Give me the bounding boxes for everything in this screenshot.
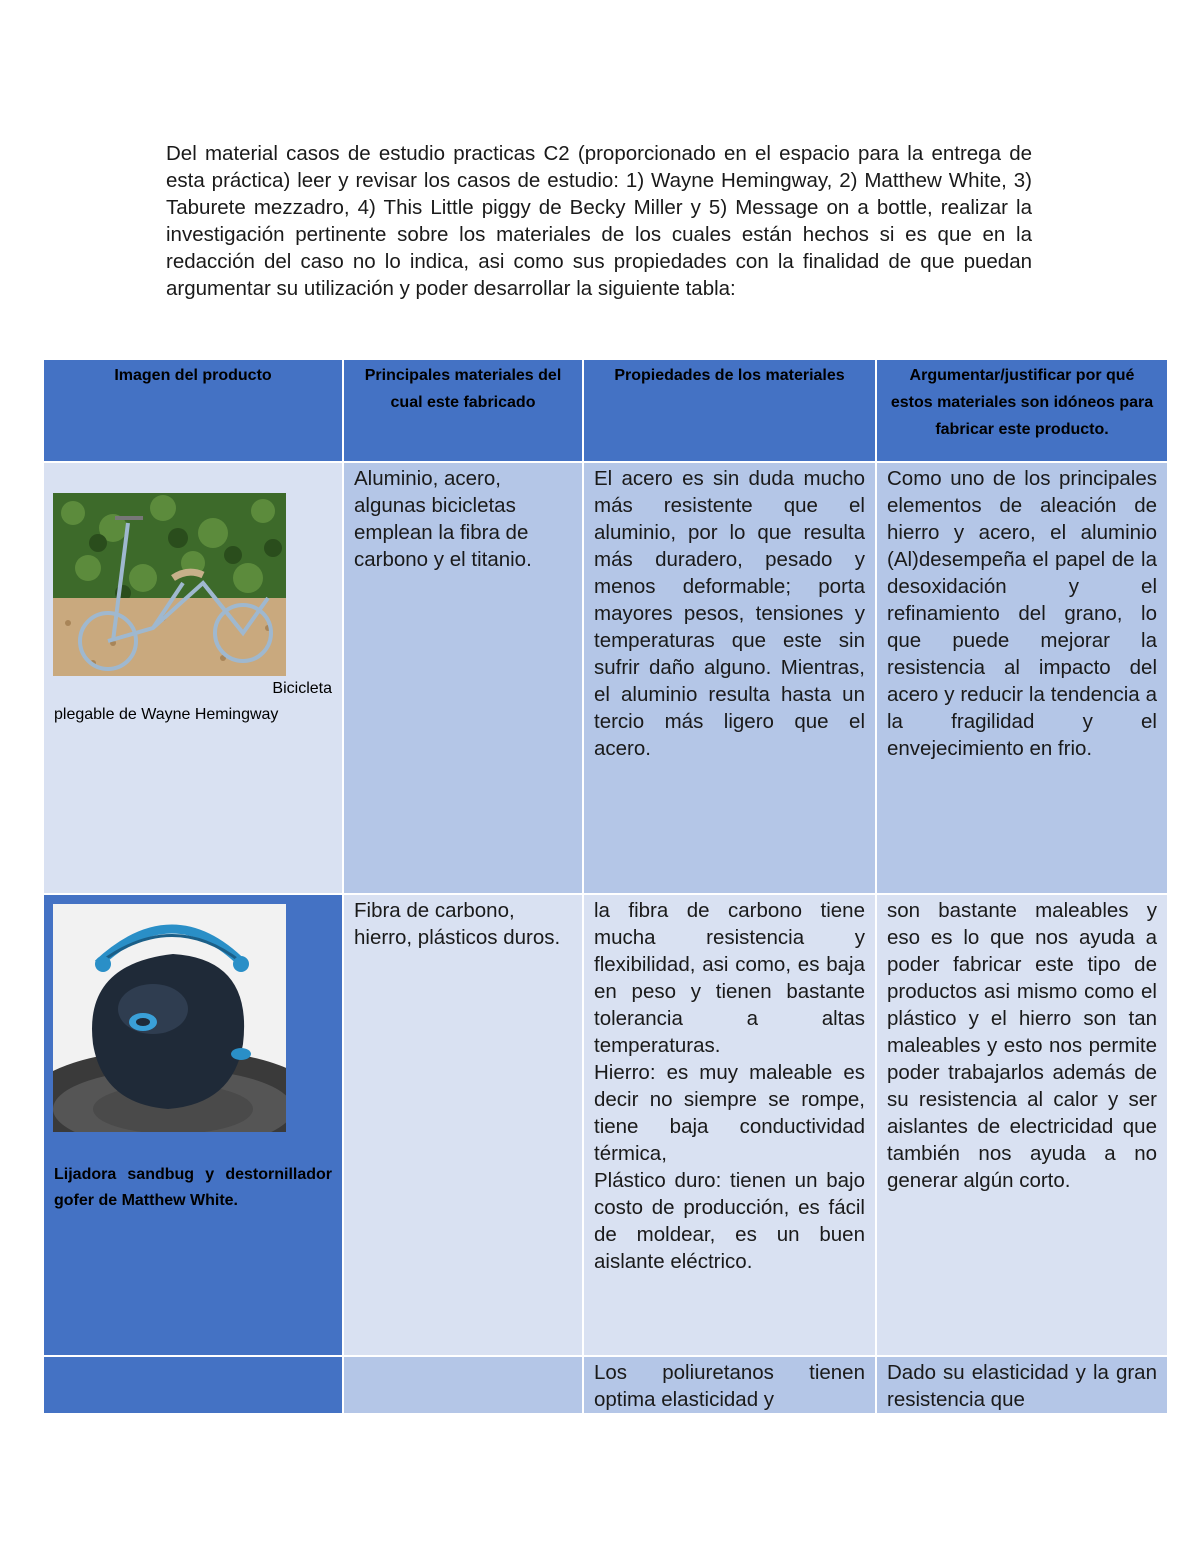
justification-text: Como uno de los principales elementos de aleación de hierro y acero, el aluminio (Al)desempeña el papel de la desoxidación y el refinamiento del grano, lo que puede mejorar la resistencia al impacto del acero y reducir la tendencia a la fragilidad y el envejecimiento en frio.	[887, 467, 1157, 760]
materials-table	[42, 358, 1169, 1415]
justification-text: Dado su elasticidad y la gran resistencia que	[887, 1361, 1157, 1411]
table-header-row	[43, 359, 1168, 462]
materials-cell	[343, 1356, 583, 1414]
bicycle-photo	[53, 493, 286, 676]
justification-cell	[876, 462, 1168, 894]
bicycle-caption-line2: plegable de Wayne Hemingway	[54, 706, 279, 723]
properties-text: Los poliuretanos tienen optima elasticidad y	[594, 1361, 865, 1411]
product-image-cell	[43, 462, 343, 894]
table-row	[43, 462, 1168, 894]
intro-paragraph: Del material casos de estudio practicas C2 (proporcionado en el espacio para la entrega de esta práctica) leer y revisar los casos de estudio: 1) Wayne Hemingway, 2) Matthew White, 3) Taburete mezzadro, 4) This Little piggy de Becky Miller y 5) Message on a bottle, realizar la investigación pertinente sobre los materiales de los cuales están hechos si es que en la redacción del caso no lo indica, asi como sus propiedades con la finalidad de que puedan argumentar su utilización y poder desarrollar la siguiente tabla:	[166, 142, 1032, 300]
header-justification: Argumentar/justificar por qué estos materiales son idóneos para fabricar este producto.	[876, 359, 1168, 462]
header-material-properties: Propiedades de los materiales	[583, 359, 876, 462]
justification-cell	[876, 894, 1168, 1356]
materials-cell	[343, 894, 583, 1356]
product-image-cell	[43, 1356, 343, 1414]
properties-cell	[583, 894, 876, 1356]
header-main-materials: Principales materiales del cual este fabricado	[343, 359, 583, 462]
materials-text: Aluminio, acero, algunas bicicletas emplean la fibra de carbono y el titanio.	[354, 467, 532, 571]
header-product-image: Imagen del producto	[43, 359, 343, 462]
justification-cell	[876, 1356, 1168, 1414]
table-row	[43, 894, 1168, 1356]
properties-text	[584, 895, 875, 1275]
table-row	[43, 1356, 1168, 1414]
product-image-cell	[43, 894, 343, 1356]
properties-cell	[583, 1356, 876, 1414]
sander-caption: Lijadora sandbug y destornillador gofer de Matthew White.	[54, 1166, 332, 1209]
properties-hard-plastic: Plástico duro: tienen un bajo costo de producción, es fácil de moldear, es un buen aislante eléctrico.	[594, 1169, 865, 1273]
materials-text: Fibra de carbono, hierro, plásticos duros.	[354, 899, 561, 949]
properties-carbon-fiber: la fibra de carbono tiene mucha resistencia y flexibilidad, asi como, es baja en peso y tienen bastante tolerancia a altas temperaturas.	[594, 899, 865, 1057]
properties-iron: Hierro: es muy maleable es decir no siempre se rompe, tiene baja conductividad térmica,	[594, 1061, 865, 1165]
bicycle-caption	[44, 676, 342, 728]
bicycle-caption-line1: Bicicleta	[272, 680, 332, 697]
sander-photo	[53, 904, 286, 1132]
properties-cell	[583, 462, 876, 894]
materials-cell	[343, 462, 583, 894]
properties-text: El acero es sin duda mucho más resistente que el aluminio, por lo que resulta más duradero, pesado y menos deformable; porta mayores pesos, tensiones y temperaturas que este sin sufrir daño alguno. Mientras, el aluminio resulta hasta un tercio más ligero que el acero.	[594, 467, 865, 760]
justification-text: son bastante maleables y eso es lo que nos ayuda a poder fabricar este tipo de productos asi mismo como el plástico y el hierro son tan maleables y esto nos permite poder trabajarlos además de su resistencia al calor y ser aislantes de electricidad que también nos ayuda a no generar algún corto.	[887, 899, 1157, 1192]
